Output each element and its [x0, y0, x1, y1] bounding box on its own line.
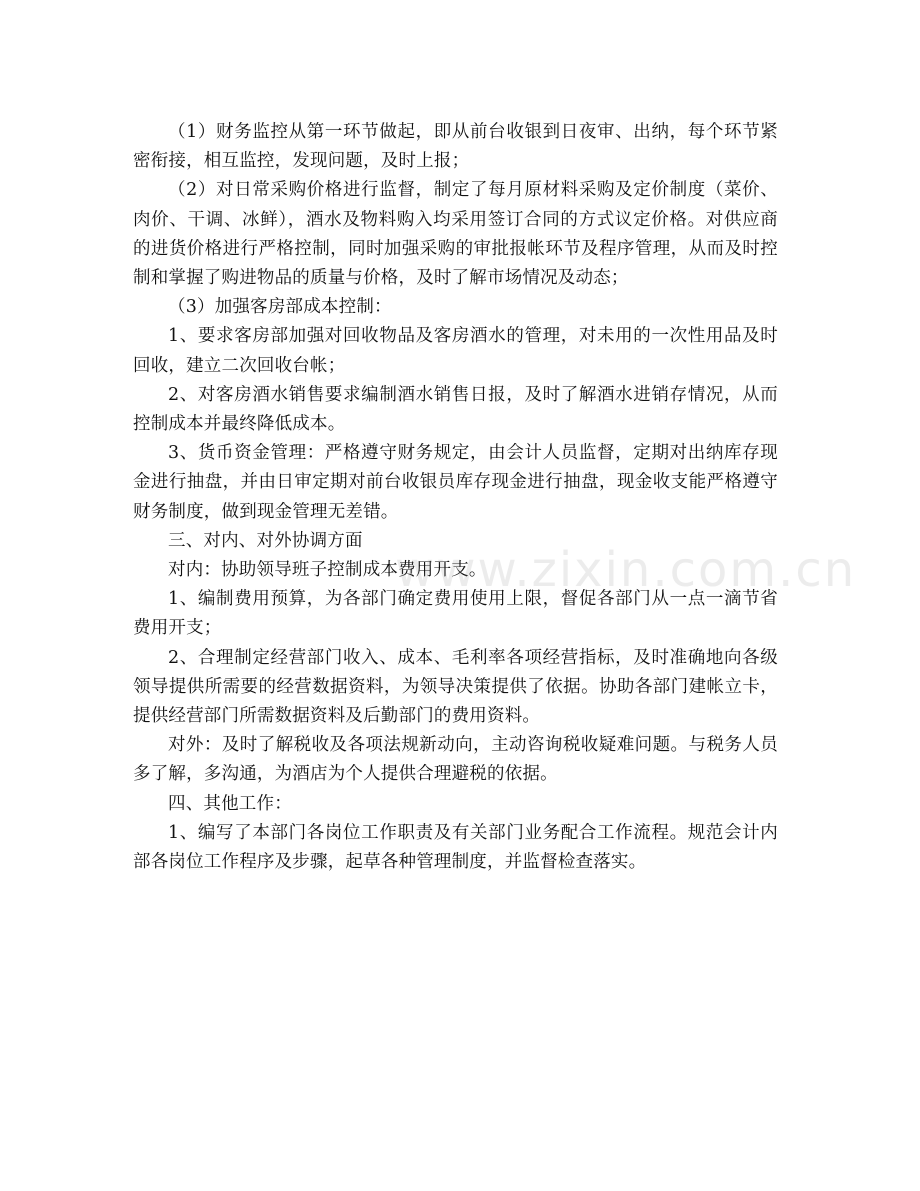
watermark: www.zixin.com.cn [395, 542, 857, 598]
paragraph-external: 对外：及时了解税收及各项法规新动向，主动咨询税收疑难问题。与税务人员多了解，多沟通，为酒店为个人提供合理避税的依据。 [133, 735, 778, 785]
document-body [133, 118, 778, 877]
paragraph-cash-management: 3、货币资金管理：严格遵守财务规定，由会计人员监督，定期对出纳库存现金进行抽盘，并由日审定期对前台收银员库存现金进行抽盘，现金收支能严格遵守财务制度，做到现金管理无差错。 [133, 443, 778, 522]
paragraph-internal: 对内：协助领导班子控制成本费用开支。 [168, 560, 487, 581]
paragraph-room-beverage-sales: 2、对客房酒水销售要求编制酒水销售日报，及时了解酒水进销存情况，从而控制成本并最终降低成本。 [133, 384, 778, 435]
section-heading-coordination: 三、对内、对外协调方面 [168, 530, 363, 551]
paragraph-financial-monitoring: （1）财务监控从第一环节做起，即从前台收银到日夜审、出纳，每个环节紧密衔接，相互监控，发现问题，及时上报； [133, 122, 778, 172]
paragraph-recycled-items: 1、要求客房部加强对回收物品及客房酒水的管理，对未用的一次性用品及时回收，建立二次回收台帐； [133, 326, 778, 376]
paragraph-housekeeping-cost-control: （3）加强客房部成本控制： [168, 297, 392, 318]
paragraph-purchase-price-supervision: （2）对日常采购价格进行监督，制定了每月原材料采购及定价制度（菜价、肉价、干调、冰鲜），酒水及物料购入均采用签订合同的方式议定价格。对供应商的进货价格进行严格控制，同时加强采购的审批报帐环节及程序管理，从而及时控制和掌握了购进物品的质量与价格，及时了解市场情况及动态； [133, 180, 778, 289]
paragraph-job-responsibilities: 1、编写了本部门各岗位工作职责及有关部门业务配合工作流程。规范会计内部各岗位工作程序及步骤，起草各种管理制度，并监督检查落实。 [133, 822, 778, 873]
paragraph-expense-budget: 1、编制费用预算，为各部门确定费用使用上限，督促各部门从一点一滴节省费用开支； [133, 589, 778, 639]
paragraph-operating-targets: 2、合理制定经营部门收入、成本、毛利率各项经营指标，及时准确地向各级领导提供所需要的经营数据资料，为领导决策提供了依据。协助各部门建帐立卡，提供经营部门所需数据资料及后勤部门的费用资料。 [133, 647, 778, 727]
section-heading-other-work: 四、其他工作： [168, 793, 292, 814]
